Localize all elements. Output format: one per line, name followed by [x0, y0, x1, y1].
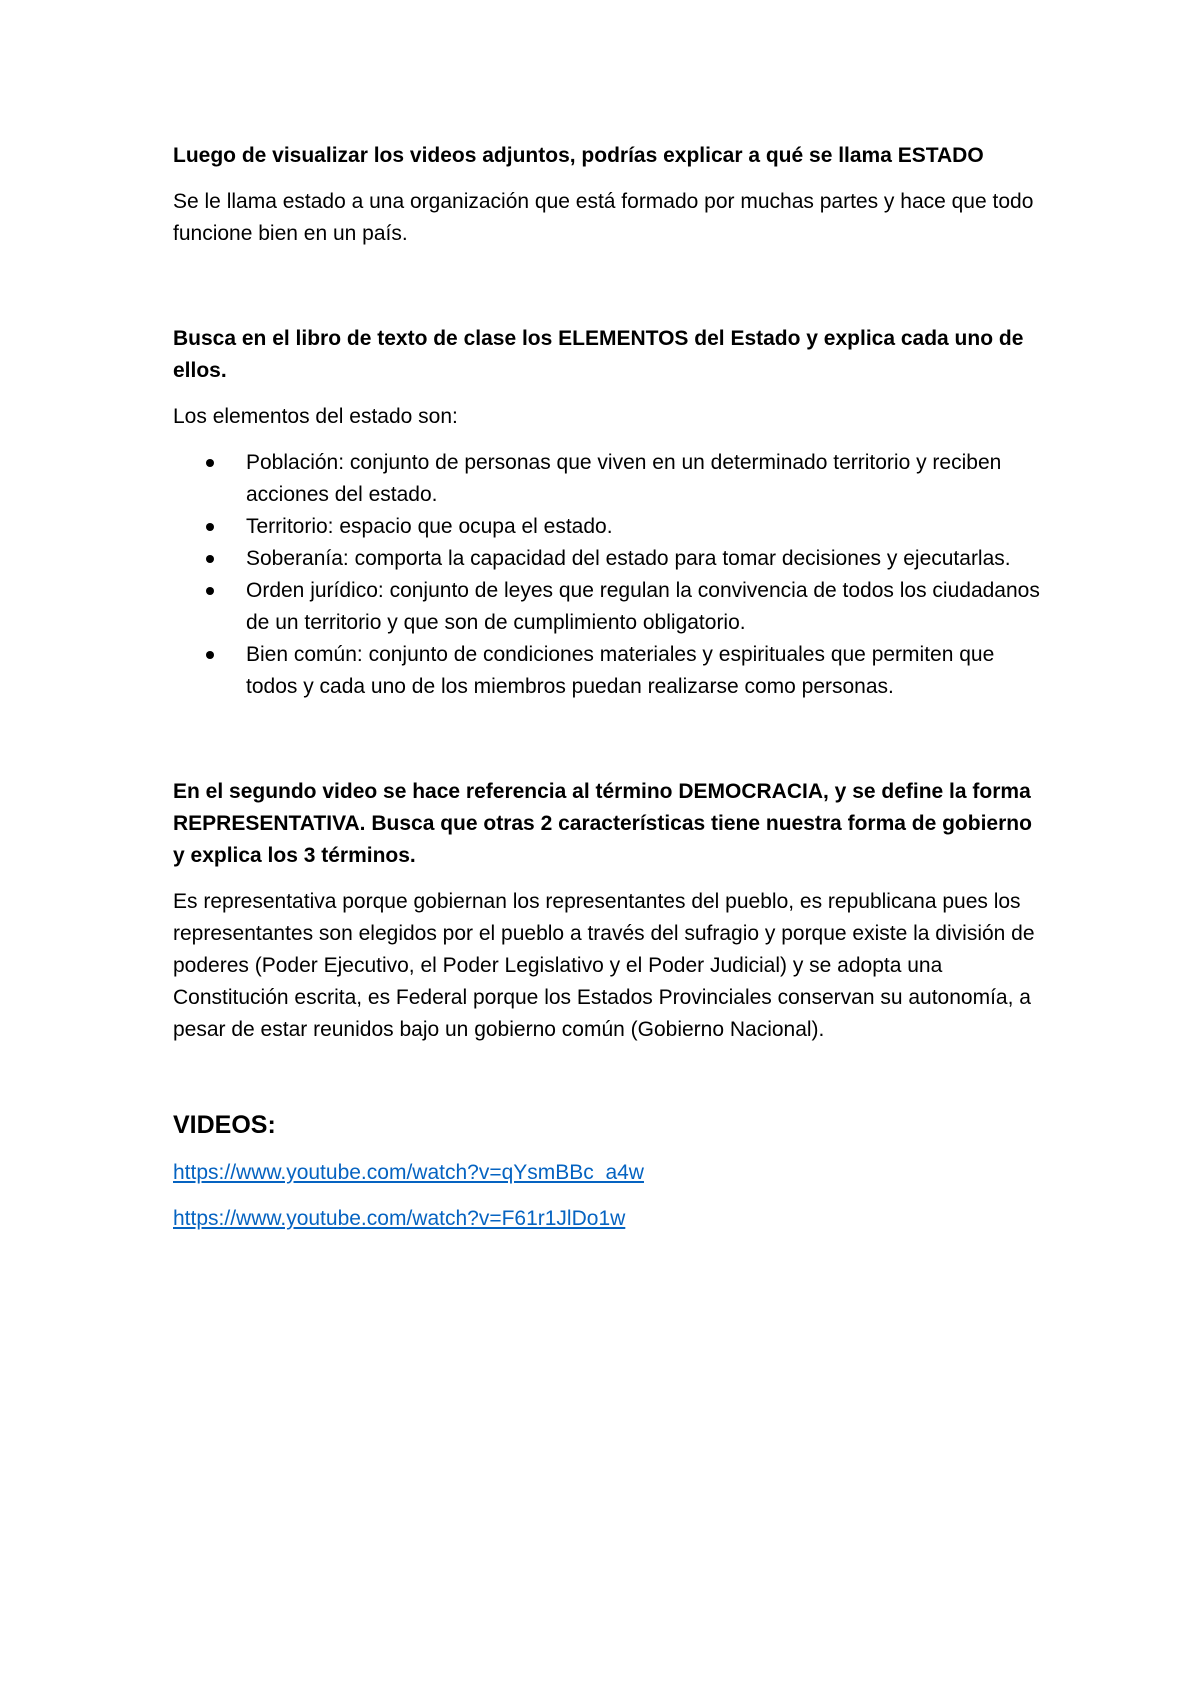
list-item	[173, 639, 1043, 703]
list-item	[173, 511, 1043, 543]
video-link-1[interactable]: https://www.youtube.com/watch?v=qYsmBBc_a4w	[173, 1161, 644, 1184]
answer-1: Se le llama estado a una organización que está formado por muchas partes y hace que todo funcione bien en un país.	[173, 190, 1034, 245]
bullet-icon	[206, 523, 214, 531]
answer-3: Es representativa porque gobiernan los representantes del pueblo, es republicana pues los representantes son elegidos por el pueblo a través del sufragio y porque existe la división de poderes (Poder Ejecutivo, el Poder Legislativo y el Poder Judicial) y se adopta una Constitución escrita, es Federal porque los Estados Provinciales conservan su autonomía, a pesar de estar reunidos bajo un gobierno común (Gobierno Nacional).	[173, 890, 1035, 1041]
bullet-icon	[206, 459, 214, 467]
answer-2-intro: Los elementos del estado son:	[173, 405, 458, 428]
elements-list	[173, 447, 1043, 703]
videos-heading: VIDEOS:	[173, 1111, 276, 1139]
bullet-icon	[206, 555, 214, 563]
question-2: Busca en el libro de texto de clase los ELEMENTOS del Estado y explica cada uno de ellos.	[173, 327, 1024, 382]
bullet-icon	[206, 651, 214, 659]
document-body	[173, 140, 1043, 1235]
list-item-text: Bien común: conjunto de condiciones materiales y espirituales que permiten que todos y cada uno de los miembros puedan realizarse como personas.	[246, 643, 995, 698]
question-1: Luego de visualizar los videos adjuntos, podrías explicar a qué se llama ESTADO	[173, 144, 984, 167]
video-link-2[interactable]: https://www.youtube.com/watch?v=F61r1JlDo1w	[173, 1207, 626, 1230]
list-item	[173, 575, 1043, 639]
list-item-text: Orden jurídico: conjunto de leyes que regulan la convivencia de todos los ciudadanos de un territorio y que son de cumplimiento obligatorio.	[246, 579, 1040, 634]
bullet-icon	[206, 587, 214, 595]
list-item-text: Soberanía: comporta la capacidad del estado para tomar decisiones y ejecutarlas.	[246, 547, 1011, 570]
list-item	[173, 447, 1043, 511]
question-3: En el segundo video se hace referencia al término DEMOCRACIA, y se define la forma REPRESENTATIVA. Busca que otras 2 características tiene nuestra forma de gobierno y explica los 3 términos.	[173, 780, 1032, 867]
list-item	[173, 543, 1043, 575]
list-item-text: Población: conjunto de personas que viven en un determinado territorio y reciben acciones del estado.	[246, 451, 1002, 506]
list-item-text: Territorio: espacio que ocupa el estado.	[246, 515, 613, 538]
